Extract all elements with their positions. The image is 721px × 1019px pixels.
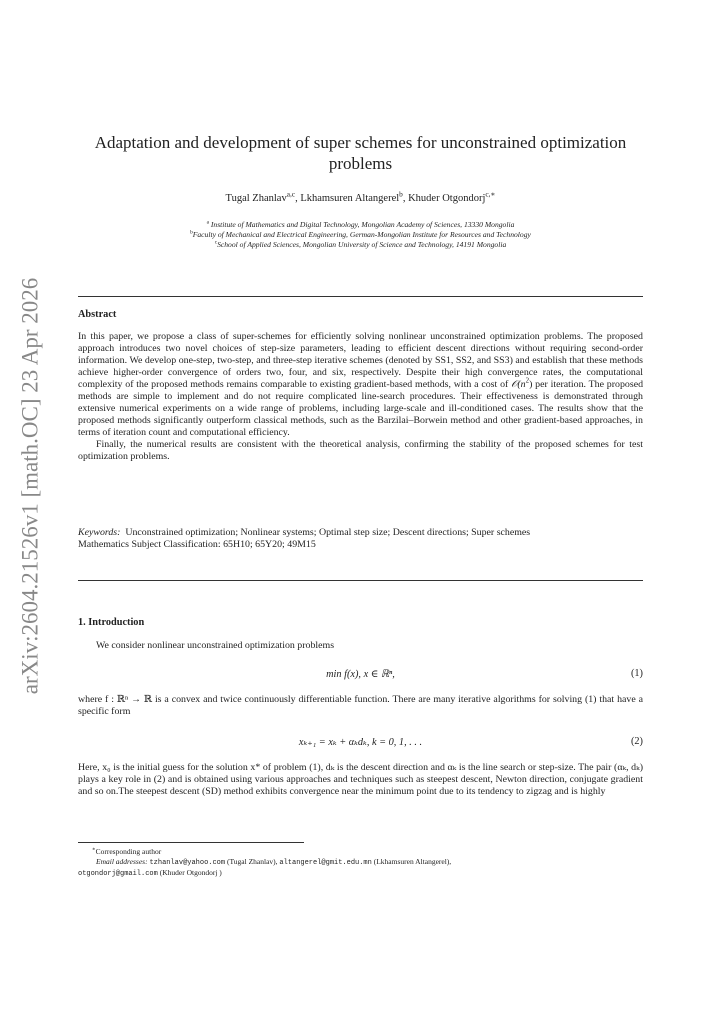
equation-1: min f(x), x ∈ ℝⁿ, (1) — [326, 668, 643, 680]
bottom-rule — [78, 580, 643, 581]
intro-paragraph: where f : ℝⁿ → ℝ is a convex and twice continuously differentiable function. There are many iterative algorithms for solving (1) that have a specific form — [78, 694, 643, 717]
affiliations — [78, 220, 643, 251]
intro-paragraph: We consider nonlinear unconstrained optimization problems — [96, 640, 335, 651]
abstract-paragraph: Finally, the numerical results are consistent with the theoretical analysis, confirming the stability of the proposed schemes for test optimization problems. — [78, 438, 643, 462]
author: Lkhamsuren Altangerel$^b$, — [300, 189, 409, 204]
section-heading: 1. Introduction — [78, 617, 145, 628]
email-link[interactable]: tzhanlav@yahoo.com — [149, 859, 226, 867]
abstract-paragraph: In this paper, we propose a class of super-schemes for efficiently solving nonlinear unconstrained optimization problems. The proposed approach introduces two novel choices of step-size parameters, leading to efficient descent directions without requiring second-order information. We develop one-step, two-step, and three-step iterative schemes (denoted by SS1, SS2, and SS3) and establish that these methods achieve higher-order convergence of orders two, four, and six, respectively. Despite their high convergence rates, the computational complexity of the proposed methods remains comparable to existing gradient-based methods, with a cost of $𝒪(n^2)$ per iteration. The proposed methods are simple to implement and do not require complicated line-search procedures. Their effectiveness is demonstrated through extensive numerical experiments on a wide range of problems, including large-scale and ill-conditioned cases. The results show that the proposed methods significantly outperform classical methods, such as the Barzilai–Borwein method and other gradient-based approaches, in terms of iteration count and computational efficiency. — [78, 331, 644, 438]
msc-classification: Mathematics Subject Classification: 65H10; 65Y20; 49M15 — [78, 538, 316, 550]
affiliation: $^c$School of Applied Sciences, Mongolian University of Science and Technology, 14191 Mongolia — [214, 239, 507, 250]
email-link[interactable]: otgondorj@gmail.com — [78, 870, 158, 878]
email-link[interactable]: altangerel@gmit.edu.mn — [279, 859, 372, 867]
author: Tugal Zhanlav$^{a,c}$, — [225, 189, 301, 204]
author-list — [78, 189, 643, 204]
affiliation: $^a$ Institute of Mathematics and Digital Technology, Mongolian Academy of Sciences, 13330 Mongolia — [206, 219, 515, 229]
keywords-block: Keywords: Unconstrained optimization; Nonlinear systems; Optimal step size; Descent directions; Super schemes Mathematics Subject Classification: 65H10; 65Y20; 49M15 — [78, 527, 643, 551]
equation-2: xₖ₊₁ = xₖ + αₖdₖ, k = 0, 1, . . . (2) — [298, 736, 643, 748]
intro-paragraph: Here, x₀ is the initial guess for the solution x* of problem (1), dₖ is the descent direction and αₖ is the line search or step-size. The pair (αₖ, dₖ) plays a key role in (2) and is obtained using various approaches and techniques such as steepest descent, Newton direction, conjugate gradient and so on.The steepest descent (SD) method exhibits convergence near the minimum point due to its tendency to zigzag and is highly — [78, 762, 643, 797]
arxiv-identifier: arXiv:2604.21526v1 [math.OC] 23 Apr 2026 — [17, 277, 43, 695]
top-rule — [78, 296, 643, 297]
footnote: ∗Corresponding author Email addresses: tzhanlav@yahoo.com (Tugal Zhanlav), altangerel@gmit.edu.mn (Lkhamsuren Altangerel), otgondorj@gmail.com (Khuder Otgondorj ) — [78, 846, 452, 878]
abstract-body — [78, 331, 643, 462]
affiliation: $^b$Faculty of Mechanical and Electrical Engineering, German-Mongolian Institute for Resources and Technology — [190, 229, 531, 240]
abstract-heading: Abstract — [78, 309, 117, 320]
author: Khuder Otgondorj$^{c,∗}$ — [408, 189, 496, 204]
paper-title: Adaptation and development of super schemes for unconstrained optimization problems — [94, 133, 627, 173]
footnote-rule — [78, 842, 304, 843]
